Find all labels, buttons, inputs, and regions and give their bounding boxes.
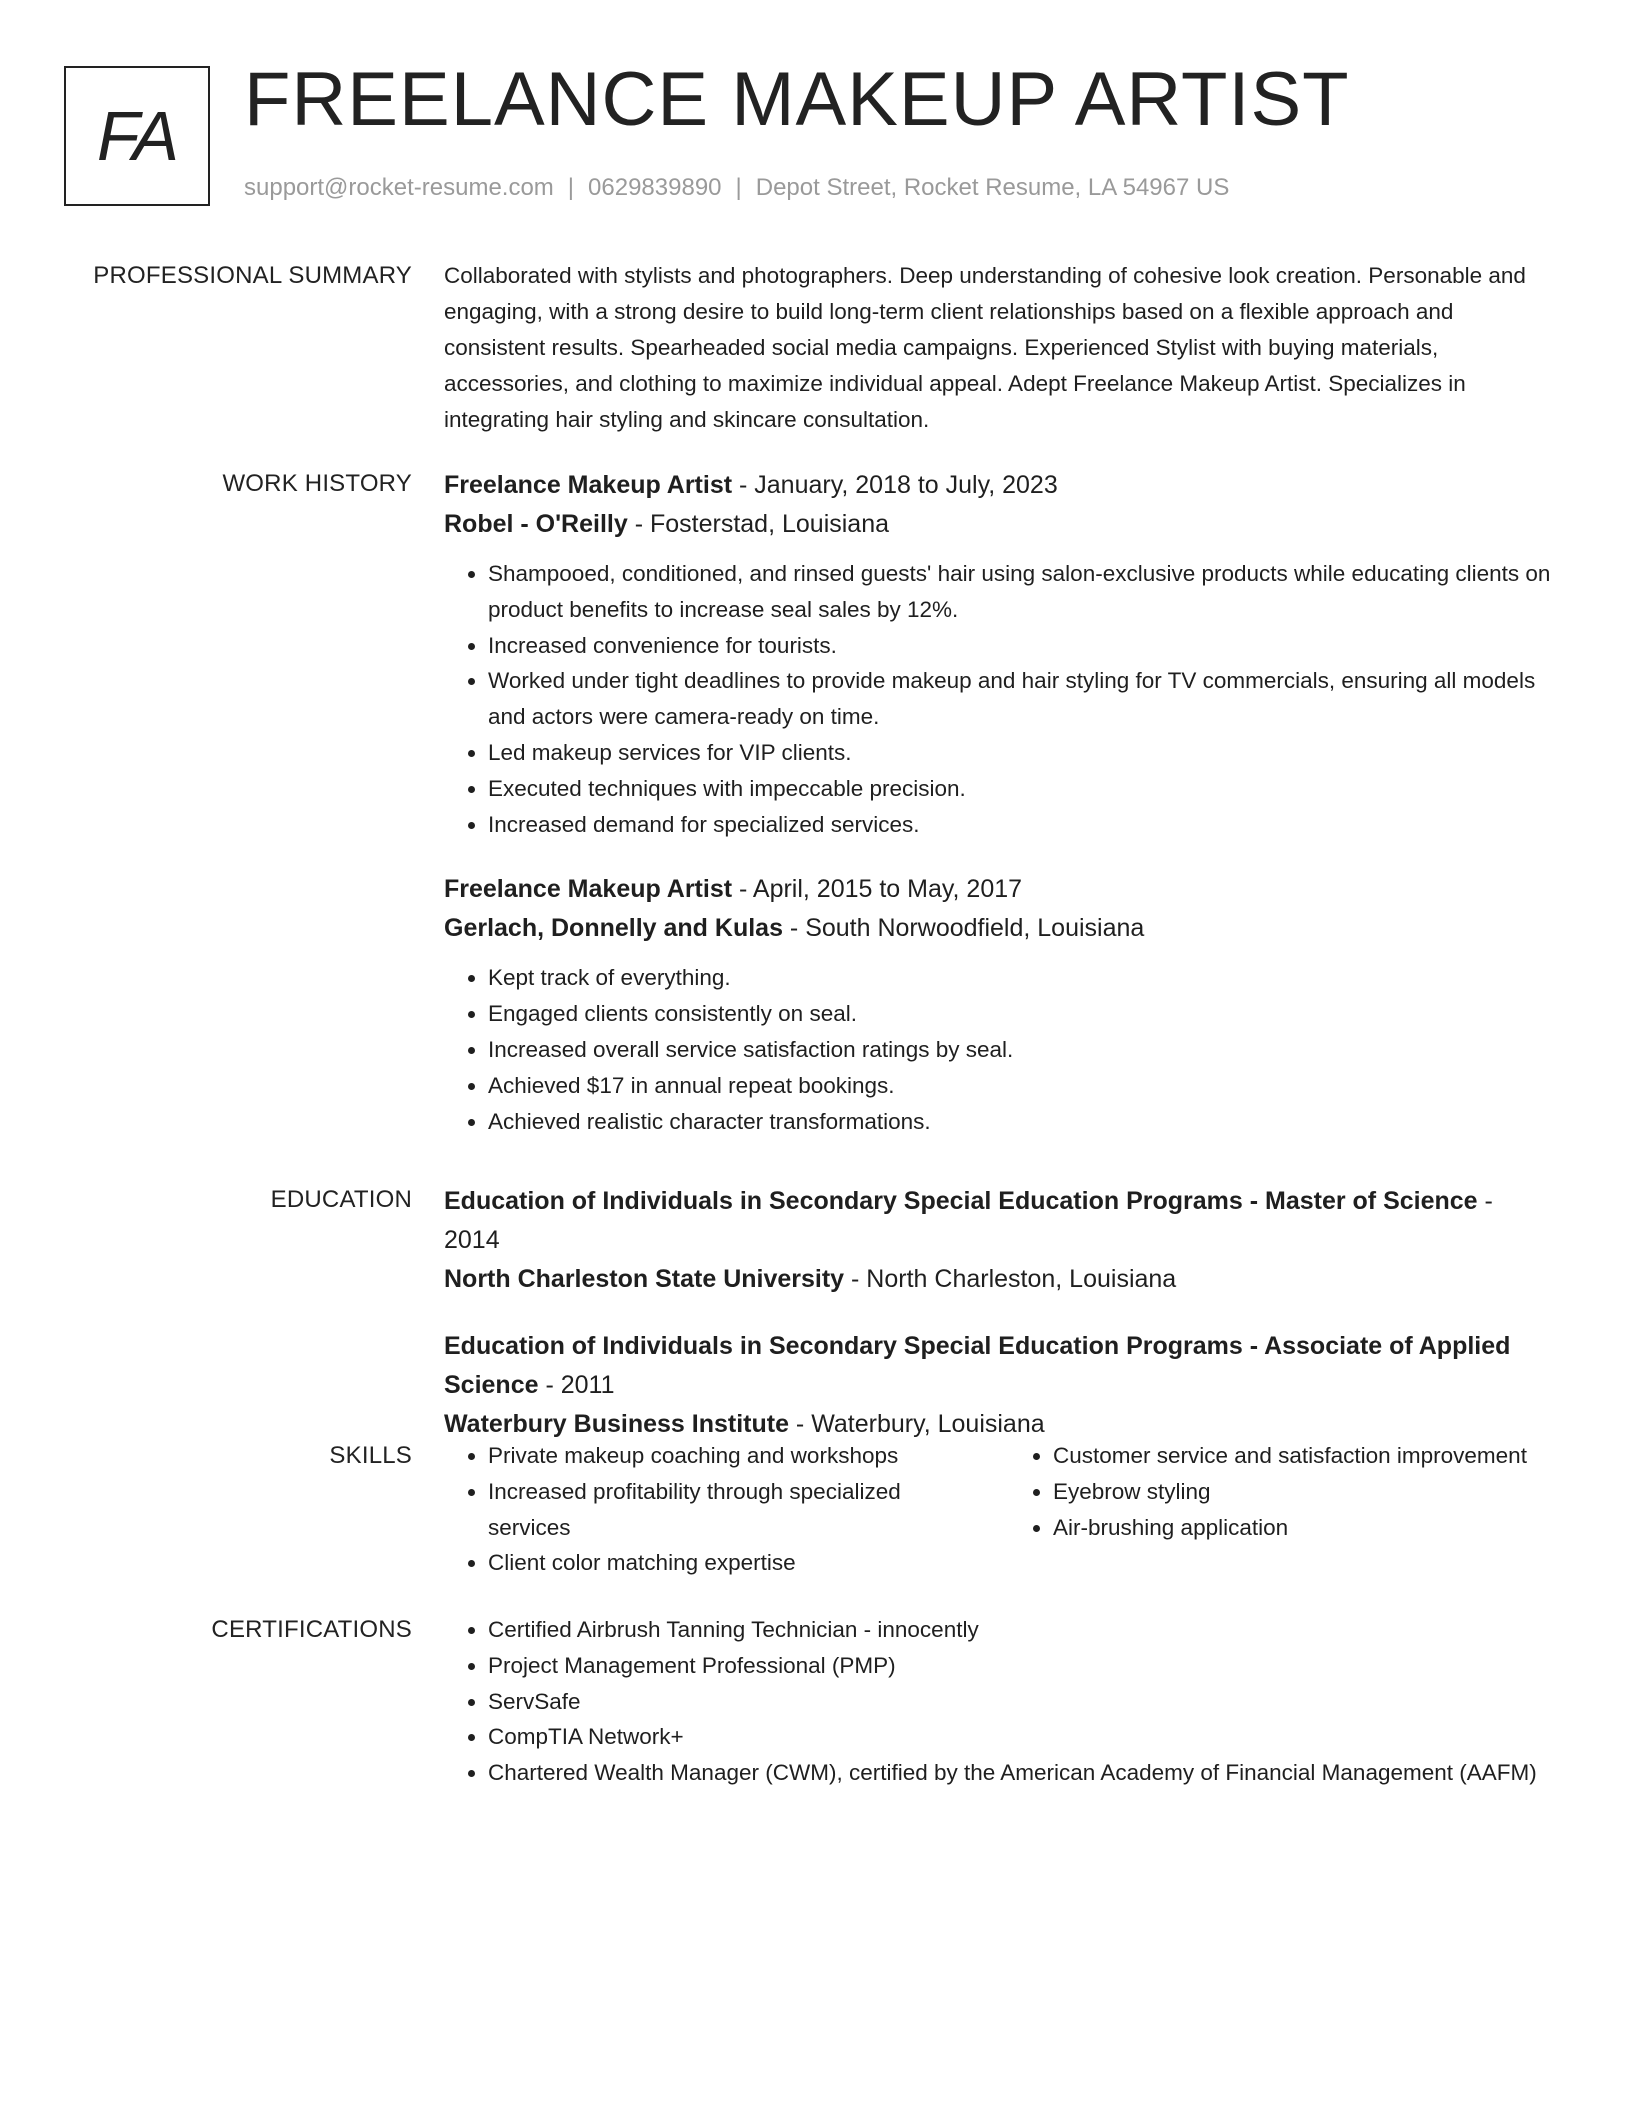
contact-line	[244, 174, 1229, 202]
job-dates: - April, 2015 to May, 2017	[732, 875, 1023, 904]
list-item: • Kept track of everything.	[488, 960, 1554, 996]
certifications-content	[444, 1612, 1554, 1791]
job-entry	[444, 466, 1554, 842]
skills-column-1	[444, 1438, 989, 1581]
list-item: • CompTIA Network+	[488, 1719, 1554, 1755]
contact-email: support@rocket-resume.com	[244, 174, 554, 201]
education-school-line	[444, 1260, 1554, 1299]
job-company: Gerlach, Donnelly and Kulas	[444, 914, 783, 943]
education-location: - North Charleston, Louisiana	[844, 1265, 1177, 1293]
education-location: - Waterbury, Louisiana	[788, 1410, 1045, 1438]
list-item: • Executed techniques with impeccable precision.	[488, 771, 1554, 807]
list-item: • Certified Airbrush Tanning Technician - innocently	[488, 1612, 1554, 1648]
job-title: Freelance Makeup Artist	[444, 471, 733, 499]
section-label-skills: SKILLS	[329, 1442, 412, 1469]
list-item: • Increased convenience for tourists.	[488, 628, 1554, 664]
list-item: • Led makeup services for VIP clients.	[488, 735, 1554, 771]
list-item: • Project Management Professional (PMP)	[488, 1648, 1554, 1684]
education-degree: Education of Individuals in Secondary Special Education Programs - Master of Science	[444, 1187, 1478, 1215]
list-item: • Customer service and satisfaction improvement	[1053, 1438, 1554, 1474]
contact-address: Depot Street, Rocket Resume, LA 54967 US	[755, 174, 1230, 201]
list-item: • Air-brushing application	[1053, 1510, 1554, 1546]
section-label-work: WORK HISTORY	[222, 470, 412, 497]
certifications-list	[444, 1612, 1554, 1791]
job-dates: - January, 2018 to July, 2023	[732, 471, 1058, 499]
list-item: • Increased profitability through specialized services	[488, 1474, 989, 1546]
list-item: • Achieved realistic character transformations.	[488, 1104, 1554, 1140]
list-item: • Achieved $17 in annual repeat bookings.	[488, 1068, 1554, 1104]
list-item: • Increased demand for specialized services.	[488, 807, 1554, 843]
contact-phone: 0629839890	[588, 174, 722, 201]
job-heading	[444, 870, 1554, 909]
list-item: • Engaged clients consistently on seal.	[488, 996, 1554, 1032]
education-entry	[444, 1182, 1554, 1299]
monogram-initials: FA	[96, 97, 178, 175]
job-bullets	[444, 960, 1554, 1139]
job-bullets	[444, 556, 1554, 842]
job-company-line	[444, 505, 1554, 544]
skills-column-2	[1009, 1438, 1554, 1581]
section-label-summary: PROFESSIONAL SUMMARY	[93, 262, 412, 289]
job-company-line	[444, 909, 1554, 948]
list-item: • Client color matching expertise	[488, 1545, 989, 1581]
education-heading	[444, 1182, 1554, 1260]
list-item: • ServSafe	[488, 1684, 1554, 1720]
list-item: • Chartered Wealth Manager (CWM), certified by the American Academy of Financial Management (AAFM)	[488, 1755, 1554, 1791]
skills-content	[444, 1438, 1554, 1581]
list-item: • Worked under tight deadlines to provide makeup and hair styling for TV commercials, ensuring all models and actors were camera-ready on time.	[488, 663, 1554, 735]
job-location: - Fosterstad, Louisiana	[627, 510, 890, 538]
skills-grid	[444, 1438, 1554, 1581]
education-degree: Education of Individuals in Secondary Special Education Programs - Associate of Applied Science	[444, 1332, 1511, 1399]
contact-separator: |	[567, 174, 575, 201]
job-company: Robel - O'Reilly	[444, 510, 628, 538]
job-location: - South Norwoodfield, Louisiana	[782, 914, 1145, 943]
list-item: • Increased overall service satisfaction ratings by seal.	[488, 1032, 1554, 1068]
section-label-certifications: CERTIFICATIONS	[211, 1616, 412, 1643]
job-title: Freelance Makeup Artist	[444, 875, 733, 904]
work-content	[444, 466, 1554, 1167]
education-entry	[444, 1327, 1554, 1444]
education-school: North Charleston State University	[444, 1265, 845, 1293]
resume-title: FREELANCE MAKEUP ARTIST	[244, 57, 1350, 142]
list-item: • Eyebrow styling	[1053, 1474, 1554, 1510]
list-item: • Shampooed, conditioned, and rinsed guests' hair using salon-exclusive products while educating clients on product benefits to increase seal sales by 12%.	[488, 556, 1554, 628]
education-year: - 2011	[538, 1371, 615, 1399]
education-school: Waterbury Business Institute	[444, 1410, 789, 1438]
education-heading	[444, 1327, 1554, 1405]
job-entry	[444, 870, 1554, 1139]
summary-text: Collaborated with stylists and photographers. Deep understanding of cohesive look creation. Personable and engaging, with a strong desire to build long-term client relationships based on a flexible approach and consistent results. Spearheaded social media campaigns. Experienced Stylist with buying materials, accessories, and clothing to maximize individual appeal. Adept Freelance Makeup Artist. Specializes in integrating hair styling and skincare consultation.	[444, 263, 1526, 432]
monogram-box	[64, 66, 210, 206]
section-label-education: EDUCATION	[270, 1186, 412, 1213]
list-item: • Private makeup coaching and workshops	[488, 1438, 989, 1474]
education-year: - 2014	[444, 1187, 1493, 1254]
summary-content	[444, 258, 1554, 438]
job-heading	[444, 466, 1554, 505]
contact-separator: |	[735, 174, 742, 201]
education-content	[444, 1182, 1554, 1472]
